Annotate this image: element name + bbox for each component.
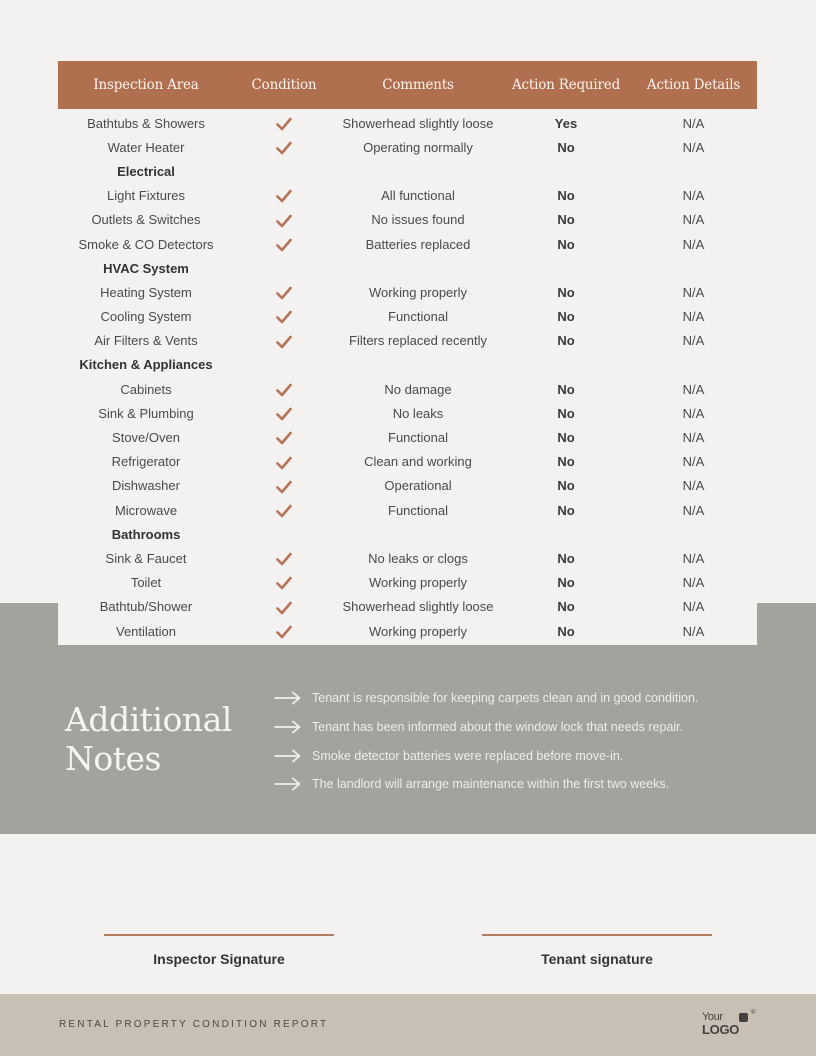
action-details-cell: N/A	[682, 430, 705, 446]
table-row	[58, 498, 757, 522]
checkmark-icon	[276, 407, 292, 421]
action-details-cell: N/A	[682, 309, 705, 325]
inspection-area-cell: Sink & Plumbing	[98, 405, 194, 421]
logo-text-logo: LOGO	[702, 1022, 740, 1037]
condition-cell	[234, 333, 334, 349]
condition-cell	[234, 551, 334, 567]
action-required-cell: No	[557, 212, 575, 228]
action-required-cell: No	[557, 502, 575, 518]
inspection-area-cell: Cooling System	[100, 309, 192, 325]
table-row	[58, 305, 757, 329]
inspection-area-cell: Light Fixtures	[106, 188, 186, 204]
action-required-cell: No	[557, 381, 575, 397]
inspection-area-cell: Stove/Oven	[112, 430, 180, 446]
action-required-cell: No	[557, 550, 575, 566]
condition-cell	[234, 430, 334, 446]
condition-cell	[234, 599, 334, 615]
action-details-cell: N/A	[682, 454, 705, 470]
arrow-right-icon	[274, 691, 302, 705]
checkmark-icon	[276, 431, 292, 445]
inspection-area-cell: Bathtub/Shower	[99, 599, 193, 615]
inspection-area-cell: Bathtubs & Showers	[87, 115, 205, 131]
table-row	[58, 474, 757, 498]
condition-cell	[234, 623, 334, 639]
notes-title-line1: Additional	[65, 700, 232, 739]
table-row	[58, 619, 757, 643]
inspection-area-cell: Microwave	[114, 502, 178, 518]
footer-title: RENTAL PROPERTY CONDITION REPORT	[59, 1019, 329, 1030]
note-text: The landlord will arrange maintenance within the first two weeks.	[312, 777, 670, 792]
action-details-cell: N/A	[682, 599, 705, 615]
section-row	[58, 159, 757, 183]
note-text: Tenant is responsible for keeping carpets clean and in good condition.	[312, 691, 699, 706]
condition-cell	[234, 309, 334, 325]
condition-cell	[234, 285, 334, 301]
inspection-area-cell: Sink & Faucet	[105, 550, 187, 566]
table-row	[58, 135, 757, 159]
table-row	[58, 184, 757, 208]
comment-cell: No issues found	[371, 212, 465, 228]
condition-cell	[234, 406, 334, 422]
inspection-area-cell: Toilet	[130, 575, 162, 591]
table-row	[58, 571, 757, 595]
logo-mark-icon	[739, 1013, 748, 1022]
notes-title-line2: Notes	[65, 739, 161, 778]
action-required-cell: No	[557, 284, 575, 300]
inspector-signature-label: Inspector Signature	[153, 951, 285, 967]
comment-cell: Functional	[388, 502, 448, 518]
section-label: Bathrooms	[111, 526, 181, 542]
checkmark-icon	[276, 456, 292, 470]
note-item	[274, 770, 754, 799]
condition-cell	[234, 236, 334, 252]
comment-cell: Operational	[384, 478, 452, 494]
comment-cell: No damage	[384, 381, 452, 397]
inspection-area-cell: Refrigerator	[111, 454, 181, 470]
action-details-cell: N/A	[682, 623, 705, 639]
checkmark-icon	[276, 238, 292, 252]
header-action-details: Action Details	[646, 77, 741, 93]
table-row	[58, 208, 757, 232]
inspection-area-cell: Cabinets	[120, 381, 172, 397]
inspection-area-cell: Water Heater	[107, 139, 185, 155]
checkmark-icon	[276, 310, 292, 324]
note-text: Tenant has been informed about the window lock that needs repair.	[312, 720, 684, 735]
checkmark-icon	[276, 214, 292, 228]
inspector-signature-line[interactable]	[104, 934, 334, 936]
table-row	[58, 377, 757, 401]
comment-cell: Clean and working	[364, 454, 472, 470]
notes-list	[274, 684, 754, 799]
section-row	[58, 256, 757, 280]
action-details-cell: N/A	[682, 139, 705, 155]
table-row	[58, 329, 757, 353]
table-row	[58, 425, 757, 449]
footer	[0, 994, 816, 1056]
logo-registered-mark: ®	[751, 1010, 756, 1016]
comment-cell: Showerhead slightly loose	[342, 599, 494, 615]
header-inspection-area: Inspection Area	[93, 77, 199, 93]
condition-cell	[234, 478, 334, 494]
action-required-cell: No	[557, 575, 575, 591]
header-comments: Comments	[382, 77, 454, 93]
section-label: Electrical	[117, 163, 175, 179]
table-row	[58, 280, 757, 304]
action-details-cell: N/A	[682, 502, 705, 518]
inspection-area-cell: Ventilation	[116, 623, 176, 639]
action-required-cell: No	[557, 454, 575, 470]
checkmark-icon	[276, 601, 292, 615]
action-required-cell: No	[557, 623, 575, 639]
tenant-signature-line[interactable]	[482, 934, 712, 936]
action-required-cell: No	[557, 139, 575, 155]
action-details-cell: N/A	[682, 236, 705, 252]
action-required-cell: Yes	[554, 115, 578, 131]
action-details-cell: N/A	[682, 405, 705, 421]
section-row	[58, 522, 757, 546]
condition-cell	[234, 575, 334, 591]
checkmark-icon	[276, 286, 292, 300]
action-details-cell: N/A	[682, 550, 705, 566]
condition-cell	[234, 502, 334, 518]
checkmark-icon	[276, 117, 292, 131]
action-details-cell: N/A	[682, 575, 705, 591]
checkmark-icon	[276, 383, 292, 397]
logo	[702, 1011, 762, 1039]
table-row	[58, 546, 757, 570]
checkmark-icon	[276, 141, 292, 155]
table-row	[58, 401, 757, 425]
checkmark-icon	[276, 504, 292, 518]
condition-cell	[234, 115, 334, 131]
action-details-cell: N/A	[682, 284, 705, 300]
condition-cell	[234, 212, 334, 228]
table-row	[58, 450, 757, 474]
note-item	[274, 713, 754, 742]
comment-cell: Working properly	[368, 623, 468, 639]
inspection-area-cell: Dishwasher	[112, 478, 180, 494]
arrow-right-icon	[274, 749, 302, 763]
section-label: HVAC System	[103, 260, 189, 276]
comment-cell: No leaks	[392, 405, 444, 421]
inspection-area-cell: Outlets & Switches	[91, 212, 201, 228]
action-details-cell: N/A	[682, 381, 705, 397]
checkmark-icon	[276, 480, 292, 494]
action-details-cell: N/A	[682, 478, 705, 494]
checkmark-icon	[276, 576, 292, 590]
note-item	[274, 684, 754, 713]
action-details-cell: N/A	[682, 188, 705, 204]
header-action-required: Action Required	[511, 77, 621, 93]
notes-title	[65, 700, 232, 778]
comment-cell: Working properly	[368, 575, 468, 591]
action-required-cell: No	[557, 405, 575, 421]
table-row	[58, 232, 757, 256]
inspector-signature-block	[104, 934, 334, 967]
action-required-cell: No	[557, 430, 575, 446]
checkmark-icon	[276, 335, 292, 349]
comment-cell: All functional	[381, 188, 455, 204]
note-item	[274, 741, 754, 770]
action-required-cell: No	[557, 478, 575, 494]
condition-cell	[234, 188, 334, 204]
tenant-signature-label: Tenant signature	[541, 951, 653, 967]
comment-cell: Filters replaced recently	[349, 333, 487, 349]
comment-cell: Functional	[388, 430, 448, 446]
table-row	[58, 111, 757, 135]
condition-cell	[234, 381, 334, 397]
arrow-right-icon	[274, 777, 302, 791]
inspection-area-cell: Heating System	[100, 284, 192, 300]
action-details-cell: N/A	[682, 333, 705, 349]
comment-cell: Working properly	[368, 284, 468, 300]
header-condition: Condition	[251, 77, 317, 93]
comment-cell: Showerhead slightly loose	[342, 115, 494, 131]
action-required-cell: No	[557, 309, 575, 325]
table-row	[58, 595, 757, 619]
action-details-cell: N/A	[682, 115, 705, 131]
arrow-right-icon	[274, 720, 302, 734]
table-body	[58, 109, 757, 645]
condition-cell	[234, 140, 334, 156]
action-details-cell: N/A	[682, 212, 705, 228]
inspection-table	[58, 61, 757, 645]
action-required-cell: No	[557, 188, 575, 204]
checkmark-icon	[276, 625, 292, 639]
inspection-area-cell: Air Filters & Vents	[94, 333, 198, 349]
checkmark-icon	[276, 189, 292, 203]
comment-cell: No leaks or clogs	[368, 550, 468, 566]
action-required-cell: No	[557, 236, 575, 252]
section-row	[58, 353, 757, 377]
comment-cell: Operating normally	[363, 139, 473, 155]
tenant-signature-block	[482, 934, 712, 967]
checkmark-icon	[276, 552, 292, 566]
logo-text-your: Your	[702, 1011, 723, 1023]
section-label: Kitchen & Appliances	[79, 357, 213, 373]
inspection-area-cell: Smoke & CO Detectors	[78, 236, 214, 252]
table-header	[58, 61, 757, 109]
comment-cell: Batteries replaced	[365, 236, 471, 252]
comment-cell: Functional	[388, 309, 448, 325]
note-text: Smoke detector batteries were replaced before move-in.	[312, 748, 624, 763]
action-required-cell: No	[557, 599, 575, 615]
condition-cell	[234, 454, 334, 470]
action-required-cell: No	[557, 333, 575, 349]
